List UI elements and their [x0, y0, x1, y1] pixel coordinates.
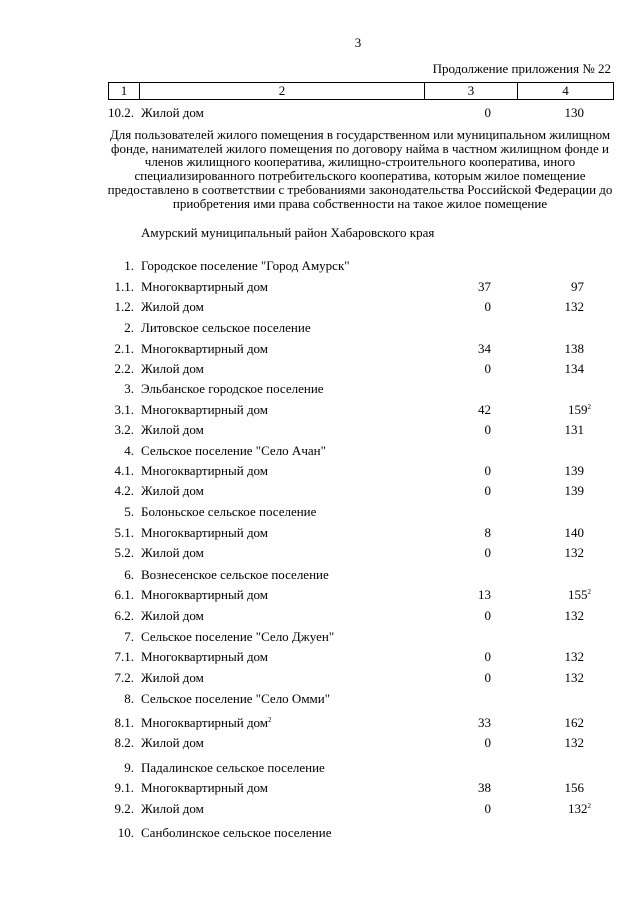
footnote-marker: 2 — [587, 802, 591, 810]
row-value-col4: 140 — [564, 525, 584, 540]
row-number: 5. — [124, 504, 134, 519]
column-header-2: 2 — [140, 83, 425, 100]
row-number: 4. — [124, 443, 134, 458]
row-number: 9. — [124, 760, 134, 775]
row-name: Многоквартирный дом — [141, 463, 269, 478]
row-value-col4: 139 — [564, 463, 584, 478]
row-value-col3: 37 — [478, 279, 491, 294]
row-name: Городское поселение "Город Амурск" — [141, 258, 350, 273]
table-row — [0, 380, 640, 397]
footnote-marker: 2 — [268, 716, 272, 724]
row-number: 6. — [124, 567, 134, 582]
row-name: Жилой дом — [141, 422, 204, 437]
row-value-col3: 8 — [484, 525, 491, 540]
table-row — [0, 800, 640, 817]
row-value-col3: 0 — [484, 105, 491, 120]
row-value-col3: 0 — [484, 299, 491, 314]
column-header-table — [108, 82, 614, 100]
row-value-col4: $132^2$ — [568, 801, 591, 816]
row-name: Многоквартирный дом — [141, 279, 269, 294]
district-heading: Амурский муниципальный район Хабаровского края — [141, 225, 435, 240]
row-value-col4: 132 — [564, 649, 584, 664]
row-number: 8.2. — [114, 735, 134, 750]
table-row — [0, 462, 640, 479]
table-row — [0, 257, 640, 274]
row-name: Многоквартирный дом — [141, 402, 269, 417]
row-value-col3: 0 — [484, 649, 491, 664]
row-name: Санболинское сельское поселение — [141, 825, 332, 840]
row-value-col3: 13 — [478, 587, 491, 602]
row-number: 1.2. — [114, 299, 134, 314]
row-number: 9.2. — [114, 801, 134, 816]
row-name: Многоквартирный дом — [141, 780, 269, 795]
row-number: 8.1. — [114, 715, 134, 730]
table-row — [0, 401, 640, 418]
row-number: 3. — [124, 381, 134, 396]
row-name: Сельское поселение "Село Ачан" — [141, 443, 326, 458]
row-value-col3: 38 — [478, 780, 491, 795]
row-number: 10.2. — [108, 105, 134, 120]
row-name: Сельское поселение "Село Джуен" — [141, 629, 335, 644]
table-row — [0, 566, 640, 583]
row-value-col4: $159^2$ — [568, 402, 591, 417]
row-value-col4: 132 — [564, 545, 584, 560]
table-row — [0, 442, 640, 459]
row-value-col3: 0 — [484, 608, 491, 623]
row-value-col4: 97 — [571, 279, 584, 294]
row-value-col3: 0 — [484, 545, 491, 560]
row-name: Жилой дом — [141, 483, 204, 498]
row-number: 3.1. — [114, 402, 134, 417]
row-name: Многоквартирный дом — [141, 341, 269, 356]
table-row — [0, 628, 640, 645]
table-row — [0, 360, 640, 377]
row-value-col4: 139 — [564, 483, 584, 498]
table-row — [0, 421, 640, 438]
row-name: Жилой дом — [141, 299, 204, 314]
table-row — [0, 104, 640, 121]
row-value-col3: 42 — [478, 402, 491, 417]
table-row — [0, 714, 640, 731]
table-row — [0, 278, 640, 295]
row-value-col4: 132 — [564, 299, 584, 314]
row-value-col3: 0 — [484, 735, 491, 750]
row-name: Болоньское сельское поселение — [141, 504, 317, 519]
row-value-col4: 132 — [564, 735, 584, 750]
table-row — [0, 690, 640, 707]
table-row — [0, 779, 640, 796]
row-value-col3: 0 — [484, 463, 491, 478]
row-number: 4.1. — [114, 463, 134, 478]
footnote-marker: 2 — [587, 588, 591, 596]
table-row — [0, 340, 640, 357]
row-name: Многоквартирный дом — [141, 649, 269, 664]
row-value-col4: 134 — [564, 361, 584, 376]
row-value-col4: 138 — [564, 341, 584, 356]
table-row — [0, 319, 640, 336]
row-value-col3: 0 — [484, 483, 491, 498]
table-row — [0, 669, 640, 686]
row-name: Жилой дом — [141, 608, 204, 623]
group-heading: Для пользователей жилого помещения в государственном или муниципальном жилищном фонде, нанимателей жилого помещения по договору найма в частном жилищном фонде и членов жилищного кооператива, жилищно-строительного кооператива, иного специализированного потребительского кооператива, которым жилое помещение предоставлено в соответствии с требованиями законодательства Российской Федерации до приобретения ими права собственности на такое жилое помещение — [107, 127, 613, 211]
row-value-col4: 132 — [564, 608, 584, 623]
row-value-col4: 131 — [564, 422, 584, 437]
column-header-4: 4 — [518, 83, 614, 100]
table-row — [0, 824, 640, 841]
row-value-col3: 0 — [484, 801, 491, 816]
row-value-col3: 0 — [484, 670, 491, 685]
table-row — [0, 586, 640, 603]
column-header-3: 3 — [425, 83, 518, 100]
row-number: 7.2. — [114, 670, 134, 685]
row-value-col3: 34 — [478, 341, 491, 356]
table-row — [0, 734, 640, 751]
row-number: 5.2. — [114, 545, 134, 560]
row-name: Падалинское сельское поселение — [141, 760, 325, 775]
row-name: Вознесенское сельское поселение — [141, 567, 329, 582]
row-name: Жилой дом — [141, 105, 204, 120]
row-number: 2.2. — [114, 361, 134, 376]
table-row — [0, 607, 640, 624]
row-number: 3.2. — [114, 422, 134, 437]
row-name: Эльбанское городское поселение — [141, 381, 324, 396]
row-value-col4: 156 — [564, 780, 584, 795]
row-name: Жилой дом — [141, 801, 204, 816]
row-name: Многоквартирный дом — [141, 525, 269, 540]
continuation-caption: Продолжение приложения № 22 — [432, 61, 611, 76]
row-number: 10. — [117, 825, 134, 840]
row-number: 6.2. — [114, 608, 134, 623]
row-number: 5.1. — [114, 525, 134, 540]
table-row — [0, 648, 640, 665]
row-number: 9.1. — [114, 780, 134, 795]
row-number: 2. — [124, 320, 134, 335]
row-name: Жилой дом — [141, 670, 204, 685]
row-value-col3: 0 — [484, 361, 491, 376]
row-number: 1.1. — [114, 279, 134, 294]
row-value-col4: 162 — [564, 715, 584, 730]
row-name: Жилой дом — [141, 545, 204, 560]
table-row — [0, 544, 640, 561]
row-value-col4: 130 — [564, 105, 584, 120]
row-name: Многоквартирный дом — [141, 587, 269, 602]
row-value-col3: 33 — [478, 715, 491, 730]
row-number: 8. — [124, 691, 134, 706]
row-name: Многоквартирный дом$^2$ — [141, 715, 272, 730]
row-name: Жилой дом — [141, 735, 204, 750]
row-number: 7. — [124, 629, 134, 644]
row-number: 7.1. — [114, 649, 134, 664]
row-number: 1. — [124, 258, 134, 273]
row-number: 4.2. — [114, 483, 134, 498]
page-number: 3 — [354, 35, 362, 50]
row-value-col3: 0 — [484, 422, 491, 437]
row-value-col4: $155^2$ — [568, 587, 591, 602]
footnote-marker: 2 — [587, 403, 591, 411]
row-value-col4: 132 — [564, 670, 584, 685]
table-row — [0, 503, 640, 520]
row-name: Литовское сельское поселение — [141, 320, 311, 335]
row-name: Жилой дом — [141, 361, 204, 376]
table-row — [0, 482, 640, 499]
table-row — [0, 298, 640, 315]
column-header-1: 1 — [109, 83, 140, 100]
row-number: 2.1. — [114, 341, 134, 356]
row-name: Сельское поселение "Село Омми" — [141, 691, 331, 706]
row-number: 6.1. — [114, 587, 134, 602]
table-row — [0, 759, 640, 776]
table-row — [0, 524, 640, 541]
